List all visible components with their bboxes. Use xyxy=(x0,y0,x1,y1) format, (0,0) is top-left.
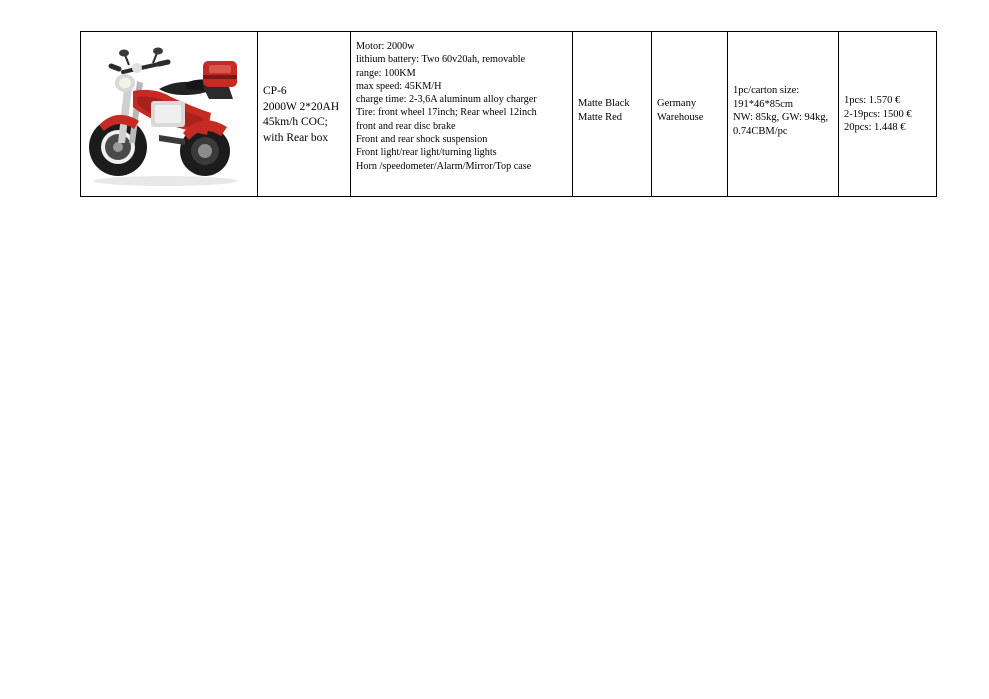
packing-text xyxy=(728,32,838,142)
spec-line-3: range: 100KM xyxy=(356,67,416,79)
color-text xyxy=(573,32,651,128)
scooter-image xyxy=(85,39,253,189)
model-line-2: 2000W 2*20AH xyxy=(263,100,340,113)
spec-line-7: front and rear disc brake xyxy=(356,120,456,132)
price-line-3: 20pcs: 1.448 € xyxy=(844,122,906,133)
packing-line-1: 1pc/carton size: xyxy=(733,85,800,96)
color-line-1: Matte Black xyxy=(578,98,630,109)
model-line-3: 45km/h COC; xyxy=(263,116,328,128)
warehouse-text xyxy=(652,32,727,128)
warehouse-line-2: Warehouse xyxy=(657,111,704,123)
product-table xyxy=(80,31,937,197)
spec-line-4: max speed: 45KM/H xyxy=(356,80,442,92)
spec-line-10: Horn /speedometer/Alarm/Mirror/Top case xyxy=(356,160,532,172)
packing-cell xyxy=(728,32,839,197)
model-text xyxy=(258,32,350,150)
specifications-text xyxy=(351,32,572,177)
packing-line-2: 191*46*85cm xyxy=(733,98,794,110)
spec-line-5: charge time: 2-3,6A aluminum alloy charger xyxy=(356,94,537,106)
spec-line-1: Motor: 2000w xyxy=(356,41,415,52)
color-cell xyxy=(573,32,652,197)
model-line-1: CP-6 xyxy=(263,85,287,97)
price-line-2: 2-19pcs: 1500 € xyxy=(844,108,912,120)
spec-line-6: Tire: front wheel 17inch; Rear wheel 12inch xyxy=(356,107,537,119)
packing-line-3: NW: 85kg, GW: 94kg, xyxy=(733,112,829,123)
model-line-4: with Rear box xyxy=(263,131,329,144)
specifications-cell xyxy=(351,32,573,197)
price-text xyxy=(839,32,936,139)
price-cell xyxy=(839,32,937,197)
packing-line-4: 0.74CBM/pc xyxy=(733,125,788,137)
warehouse-line-1: Germany xyxy=(657,98,697,109)
spec-line-9: Front light/rear light/turning lights xyxy=(356,147,497,159)
spec-line-2: lithium battery: Two 60v20ah, removable xyxy=(356,54,526,66)
color-line-2: Matte Red xyxy=(578,111,623,123)
price-line-1: 1pcs: 1.570 € xyxy=(844,95,901,106)
product-image-cell xyxy=(81,32,258,197)
table-row xyxy=(81,32,937,197)
model-cell xyxy=(258,32,351,197)
spec-line-8: Front and rear shock suspension xyxy=(356,134,488,146)
warehouse-cell xyxy=(652,32,728,197)
